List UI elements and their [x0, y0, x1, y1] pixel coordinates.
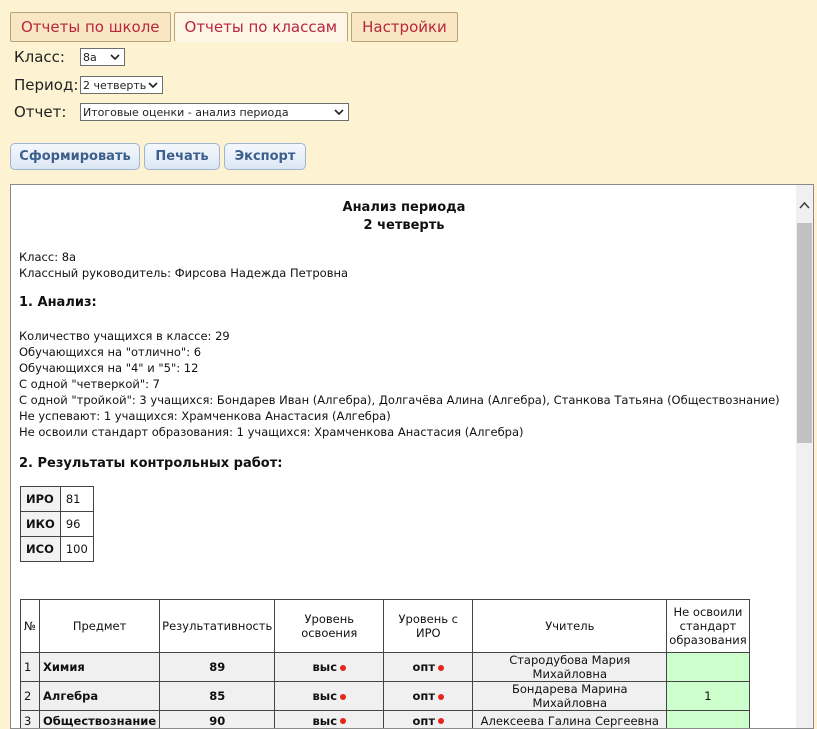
scrollbar-thumb[interactable]	[797, 223, 812, 443]
row-teacher: Бондарева Марина Михайловна	[473, 682, 667, 711]
header-result: Результативность	[160, 600, 275, 653]
control-key: ИКО	[21, 512, 61, 537]
header-failed: Не освоили стандарт образования	[667, 600, 749, 653]
class-select[interactable]	[80, 48, 125, 66]
level-text: выс	[313, 689, 338, 703]
report-panel	[10, 184, 814, 729]
report-select[interactable]	[80, 103, 349, 121]
chevron-down-icon	[109, 51, 121, 63]
control-key: ИРО	[21, 487, 61, 512]
control-value: 100	[60, 537, 93, 562]
report-tabs	[10, 12, 458, 42]
iro-text: опт	[413, 714, 436, 728]
analysis-line: Обучающихся на "отлично": 6	[19, 345, 201, 359]
table-row	[21, 537, 94, 562]
status-dot-icon	[438, 718, 444, 724]
report-title: Анализ периода	[19, 200, 789, 215]
report-select-value: Итоговые оценки - анализ периода	[83, 106, 289, 119]
analysis-line: Количество учащихся в классе: 29	[19, 329, 230, 343]
table-row	[21, 512, 94, 537]
header-subject: Предмет	[40, 600, 160, 653]
analysis-line: Не освоили стандарт образования: 1 учащихся: Храмченкова Анастасия (Алгебра)	[19, 425, 524, 439]
row-result: 89	[160, 653, 275, 682]
row-number: 2	[21, 682, 40, 711]
level-text: выс	[313, 714, 338, 728]
chevron-up-icon[interactable]	[799, 201, 810, 210]
control-key: ИСО	[21, 537, 61, 562]
report-subtitle: 2 четверть	[19, 218, 789, 233]
header-level: Уровень освоения	[275, 600, 384, 653]
iro-text: опт	[413, 689, 436, 703]
row-iro	[384, 711, 473, 729]
header-iro: Уровень с ИРО	[384, 600, 473, 653]
period-label: Период:	[14, 76, 80, 94]
tab-settings[interactable]: Настройки	[351, 12, 458, 42]
row-result: 90	[160, 711, 275, 729]
row-level	[275, 682, 384, 711]
section-analysis-title: 1. Анализ:	[19, 295, 97, 310]
report-label: Отчет:	[14, 103, 80, 121]
chevron-down-icon	[147, 79, 159, 91]
level-text: выс	[313, 660, 338, 674]
class-row	[14, 48, 125, 66]
row-iro	[384, 682, 473, 711]
status-dot-icon	[438, 665, 444, 671]
control-results-table	[20, 486, 94, 562]
period-row	[14, 76, 163, 94]
row-iro	[384, 653, 473, 682]
chevron-down-icon	[333, 106, 345, 118]
status-dot-icon	[438, 694, 444, 700]
table-header-row	[21, 600, 750, 653]
report-scrollbar[interactable]	[796, 185, 813, 728]
export-button[interactable]: Экспорт	[224, 143, 306, 170]
tab-class-reports[interactable]: Отчеты по классам	[174, 12, 349, 42]
row-subject: Химия	[40, 653, 160, 682]
iro-text: опт	[413, 660, 436, 674]
analysis-line: С одной "четверкой": 7	[19, 377, 160, 391]
analysis-line: С одной "тройкой": 3 учащихся: Бондарев Иван (Алгебра), Долгачёва Алина (Алгебра), Станкова Татьяна (Обществознание)	[19, 393, 780, 407]
row-subject: Обществознание	[40, 711, 160, 729]
report-row	[14, 103, 349, 121]
row-failed	[667, 653, 749, 682]
analysis-line: Обучающихся на "4" и "5": 12	[19, 361, 198, 375]
row-failed: 1	[667, 682, 749, 711]
table-row	[21, 682, 750, 711]
period-select-value: 2 четверть	[83, 79, 146, 92]
tab-school-reports[interactable]: Отчеты по школе	[10, 12, 171, 42]
status-dot-icon	[340, 718, 346, 724]
period-select[interactable]	[80, 76, 163, 94]
print-button[interactable]: Печать	[144, 143, 220, 170]
section-control-title: 2. Результаты контрольных работ:	[19, 456, 282, 471]
row-failed	[667, 711, 749, 729]
row-result: 85	[160, 682, 275, 711]
row-level	[275, 711, 384, 729]
row-subject: Алгебра	[40, 682, 160, 711]
subjects-table	[20, 599, 750, 729]
analysis-line: Не успевают: 1 учащихся: Храмченкова Анастасия (Алгебра)	[19, 409, 391, 423]
header-number: №	[21, 600, 40, 653]
class-select-value: 8а	[83, 51, 97, 64]
row-teacher: Стародубова Мария Михайловна	[473, 653, 667, 682]
status-dot-icon	[340, 665, 346, 671]
class-teacher-info: Классный руководитель: Фирсова Надежда Петровна	[19, 266, 348, 280]
control-value: 81	[60, 487, 93, 512]
status-dot-icon	[340, 694, 346, 700]
row-teacher: Алексеева Галина Сергеевна	[473, 711, 667, 729]
row-level	[275, 653, 384, 682]
control-value: 96	[60, 512, 93, 537]
row-number: 3	[21, 711, 40, 729]
class-label: Класс:	[14, 48, 80, 66]
table-row	[21, 487, 94, 512]
class-info: Класс: 8а	[19, 250, 76, 264]
table-row	[21, 711, 750, 729]
header-teacher: Учитель	[473, 600, 667, 653]
generate-button[interactable]: Сформировать	[10, 143, 140, 170]
row-number: 1	[21, 653, 40, 682]
table-row	[21, 653, 750, 682]
